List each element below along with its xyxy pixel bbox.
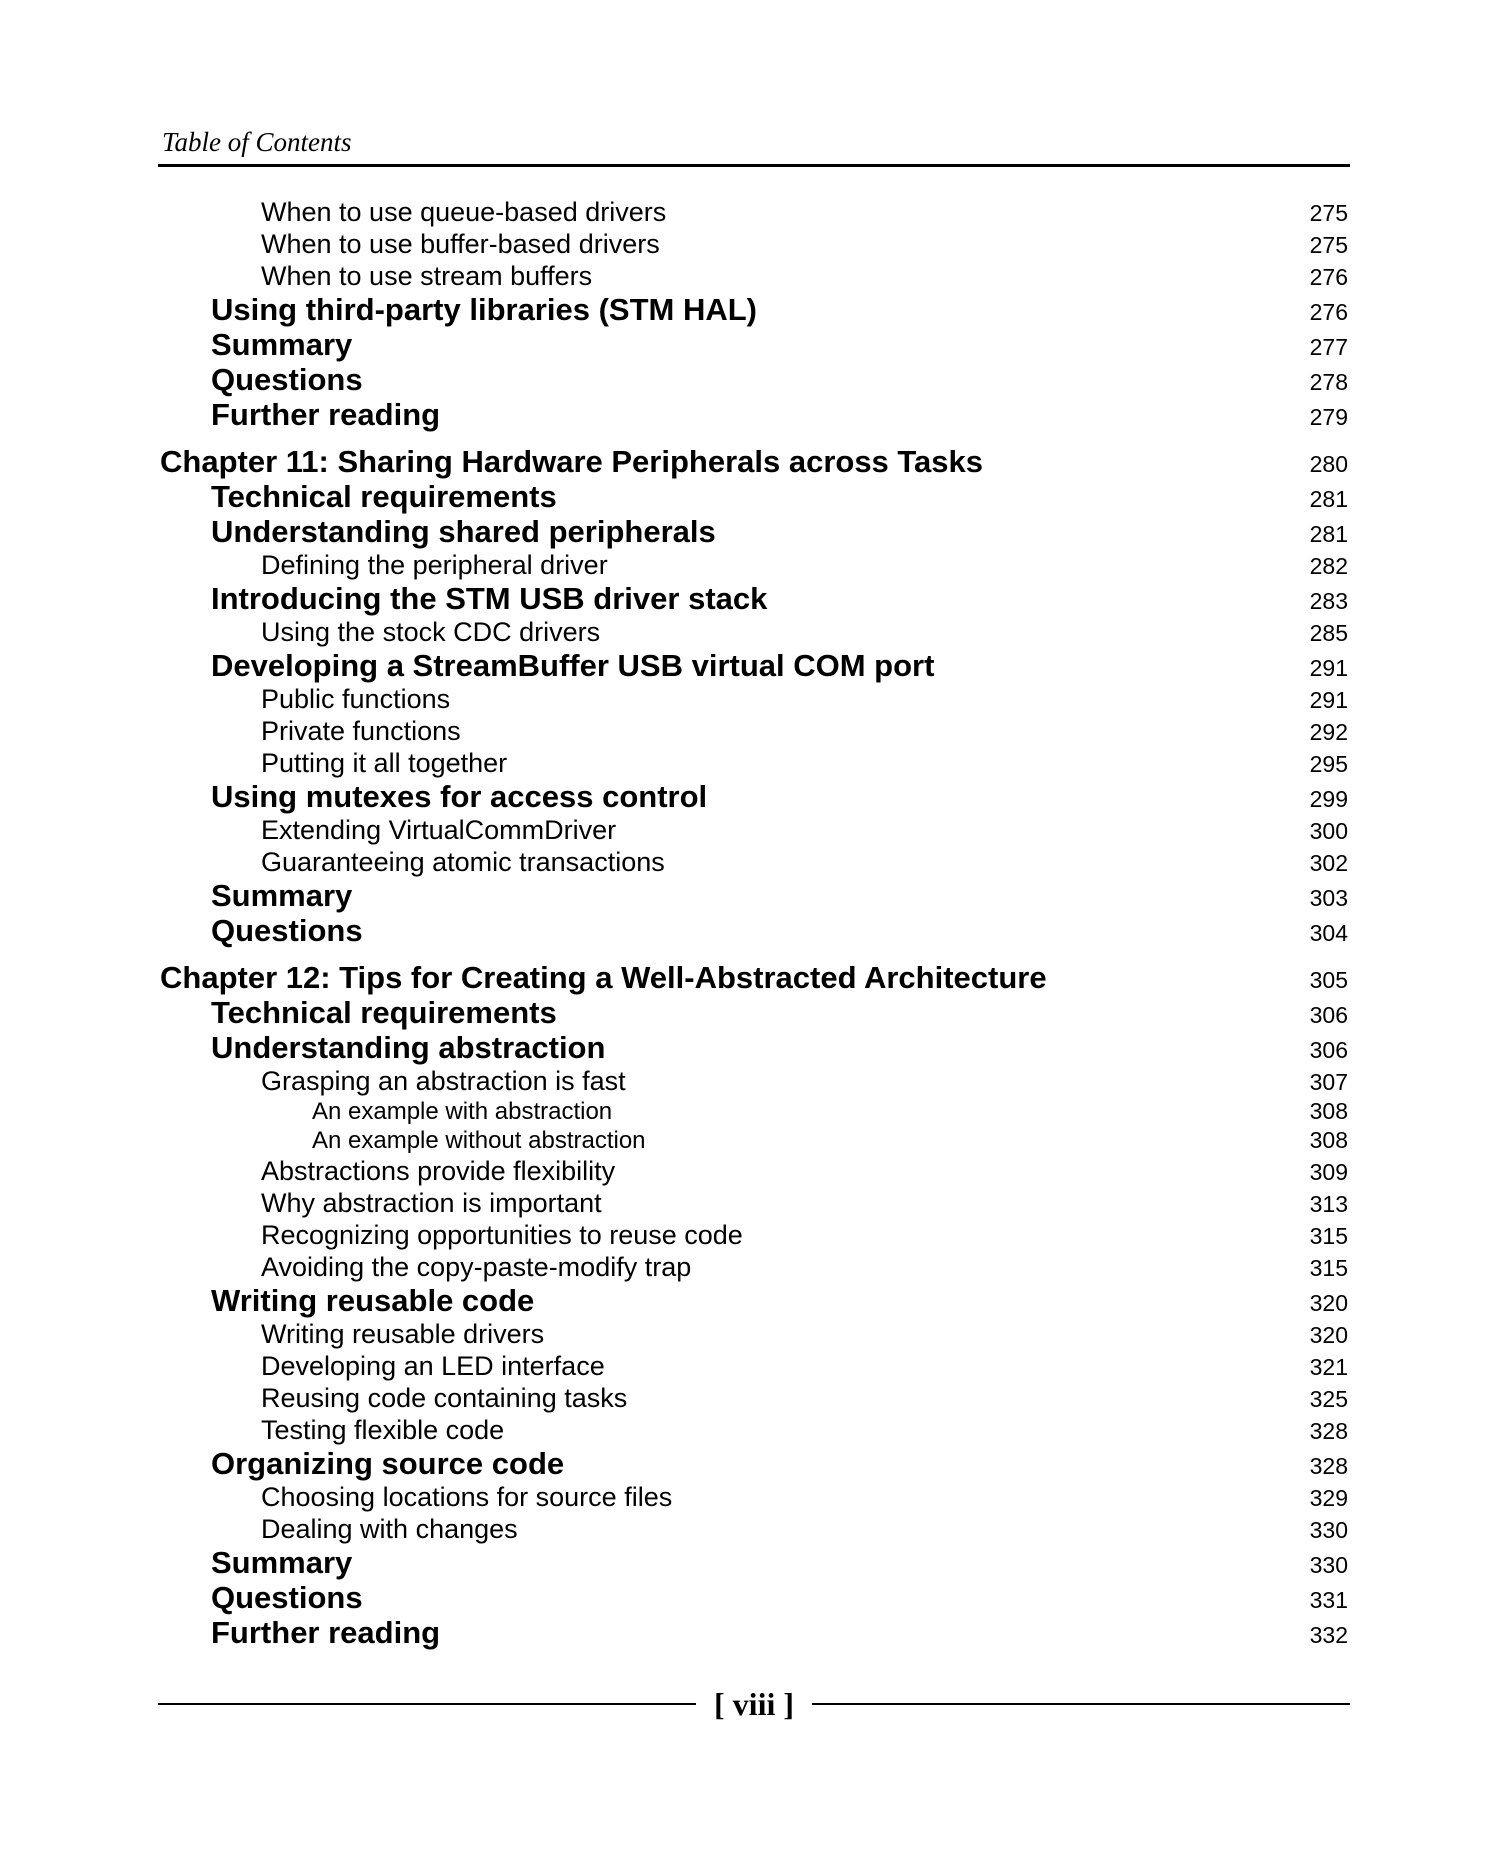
toc-entry-page: 295 — [1309, 751, 1348, 777]
toc-entry-page: 275 — [1309, 232, 1348, 258]
footer-rule-right — [812, 1703, 1350, 1705]
toc-entry[interactable] — [160, 1065, 1348, 1097]
footer-rule-left — [158, 1703, 696, 1705]
toc-entry-page: 300 — [1309, 818, 1348, 844]
toc-entry[interactable] — [160, 362, 1348, 397]
toc-entry[interactable] — [160, 1481, 1348, 1513]
toc-entry[interactable] — [160, 779, 1348, 814]
toc-entry[interactable] — [160, 1545, 1348, 1580]
toc-entry[interactable] — [160, 260, 1348, 292]
toc-entry-title: Avoiding the copy-paste-modify trap — [261, 1252, 692, 1282]
toc-entry-page: 329 — [1309, 1485, 1348, 1511]
toc-entry-title: Summary — [211, 327, 353, 362]
toc-entry-page: 305 — [1309, 967, 1348, 993]
toc-entry-title: Guaranteeing atomic transactions — [261, 847, 665, 877]
toc-entry-title: Writing reusable code — [211, 1283, 535, 1318]
toc-chapter-entry[interactable] — [160, 444, 1348, 479]
toc-entry[interactable] — [160, 1446, 1348, 1481]
toc-entry[interactable] — [160, 327, 1348, 362]
toc-entry-title: Testing flexible code — [261, 1415, 505, 1445]
toc-entry[interactable] — [160, 1187, 1348, 1219]
toc-entry-page: 282 — [1309, 553, 1348, 579]
toc-entry-page: 306 — [1309, 1002, 1348, 1028]
toc-entry[interactable] — [160, 479, 1348, 514]
toc-entry-page: 291 — [1309, 655, 1348, 681]
toc-entry-title: Understanding abstraction — [211, 1030, 606, 1065]
toc-entry-title: Chapter 12: Tips for Creating a Well-Abstracted Architecture — [160, 960, 1047, 995]
toc-entry[interactable] — [160, 1126, 1348, 1155]
toc-entry-page: 320 — [1309, 1290, 1348, 1316]
toc-entry-title: Summary — [211, 1545, 353, 1580]
toc-entry-page: 278 — [1309, 369, 1348, 395]
toc-entry-page: 277 — [1309, 334, 1348, 360]
toc-entry-page: 276 — [1309, 264, 1348, 290]
toc-entry[interactable] — [160, 549, 1348, 581]
toc-entry-page: 299 — [1309, 786, 1348, 812]
toc-entry-page: 292 — [1309, 719, 1348, 745]
toc-entry[interactable] — [160, 1615, 1348, 1650]
page-number: [ viii ] — [714, 1686, 794, 1722]
toc-entry-page: 303 — [1309, 885, 1348, 911]
toc-entry-page: 309 — [1309, 1159, 1348, 1185]
toc-entry-title: Using the stock CDC drivers — [261, 617, 601, 647]
toc-entry[interactable] — [160, 1219, 1348, 1251]
toc-entry[interactable] — [160, 1030, 1348, 1065]
toc-entry-page: 330 — [1309, 1517, 1348, 1543]
toc-entry-page: 285 — [1309, 620, 1348, 646]
toc-entry-page: 283 — [1309, 588, 1348, 614]
toc-entry[interactable] — [160, 913, 1348, 948]
toc-entry-title: Technical requirements — [211, 479, 557, 514]
toc-entry[interactable] — [160, 1513, 1348, 1545]
toc-entry-title: Extending VirtualCommDriver — [261, 815, 617, 845]
toc-entry-title: Private functions — [261, 716, 461, 746]
toc-entry[interactable] — [160, 581, 1348, 616]
toc-entry-page: 281 — [1309, 521, 1348, 547]
toc-entry[interactable] — [160, 683, 1348, 715]
toc-entry-title: When to use stream buffers — [261, 261, 593, 291]
toc-entry-page: 332 — [1309, 1622, 1348, 1648]
toc-entry-title: Abstractions provide flexibility — [261, 1156, 616, 1186]
toc-entry-page: 307 — [1309, 1069, 1348, 1095]
toc-entry[interactable] — [160, 196, 1348, 228]
toc-entry-page: 280 — [1309, 451, 1348, 477]
toc-entry[interactable] — [160, 1155, 1348, 1187]
toc-entry-title: Public functions — [261, 684, 451, 714]
toc-entry[interactable] — [160, 1414, 1348, 1446]
toc-entry-title: Grasping an abstraction is fast — [261, 1066, 626, 1096]
toc-entry[interactable] — [160, 1580, 1348, 1615]
toc-entry[interactable] — [160, 1382, 1348, 1414]
running-header: Table of Contents — [162, 127, 352, 157]
toc-entry-title: Further reading — [211, 1615, 441, 1650]
toc-entry-title: Introducing the STM USB driver stack — [211, 581, 768, 616]
toc-entry[interactable] — [160, 878, 1348, 913]
toc-entry[interactable] — [160, 814, 1348, 846]
toc-entry[interactable] — [160, 1350, 1348, 1382]
toc-entry[interactable] — [160, 715, 1348, 747]
toc-entry-page: 304 — [1309, 920, 1348, 946]
toc-entry-page: 315 — [1309, 1255, 1348, 1281]
toc-chapter-entry[interactable] — [160, 960, 1348, 995]
toc-entry-title: Developing a StreamBuffer USB virtual COM port — [211, 648, 935, 683]
toc-entry-title: Choosing locations for source files — [261, 1482, 673, 1512]
toc-entry-page: 291 — [1309, 687, 1348, 713]
toc-entry[interactable] — [160, 1283, 1348, 1318]
toc-entry[interactable] — [160, 648, 1348, 683]
toc-entry-title: Questions — [211, 913, 363, 948]
toc-entry-page: 325 — [1309, 1386, 1348, 1412]
toc-entry-title: When to use queue-based drivers — [261, 197, 667, 227]
table-of-contents — [160, 196, 1348, 1650]
toc-entry[interactable] — [160, 616, 1348, 648]
toc-entry-title: Understanding shared peripherals — [211, 514, 716, 549]
toc-entry[interactable] — [160, 1318, 1348, 1350]
toc-entry-page: 328 — [1309, 1453, 1348, 1479]
toc-entry-title: Organizing source code — [211, 1446, 565, 1481]
toc-entry-title: Further reading — [211, 397, 441, 432]
toc-entry-page: 330 — [1309, 1552, 1348, 1578]
toc-entry-title: Technical requirements — [211, 995, 557, 1030]
toc-entry[interactable] — [160, 1251, 1348, 1283]
toc-entry-title: An example without abstraction — [312, 1127, 646, 1154]
toc-entry-page: 302 — [1309, 850, 1348, 876]
toc-entry-title: Why abstraction is important — [261, 1188, 602, 1218]
toc-entry-page: 275 — [1309, 200, 1348, 226]
toc-entry-page: 308 — [1309, 1098, 1348, 1124]
header-rule — [158, 164, 1350, 167]
toc-entry[interactable] — [160, 846, 1348, 878]
toc-entry[interactable] — [160, 292, 1348, 327]
toc-entry-title: Reusing code containing tasks — [261, 1383, 628, 1413]
toc-entry-title: Questions — [211, 1580, 363, 1615]
toc-entry-page: 320 — [1309, 1322, 1348, 1348]
toc-entry-page: 328 — [1309, 1418, 1348, 1444]
toc-entry-page: 321 — [1309, 1354, 1348, 1380]
toc-entry-title: An example with abstraction — [312, 1098, 613, 1125]
toc-entry-title: Using third-party libraries (STM HAL) — [211, 292, 757, 327]
toc-entry-title: Defining the peripheral driver — [261, 550, 608, 580]
toc-entry-title: Summary — [211, 878, 353, 913]
toc-entry-page: 281 — [1309, 486, 1348, 512]
toc-entry[interactable] — [160, 995, 1348, 1030]
toc-entry[interactable] — [160, 514, 1348, 549]
page-footer — [158, 1684, 1350, 1724]
toc-entry-page: 279 — [1309, 404, 1348, 430]
toc-entry-title: Writing reusable drivers — [261, 1319, 545, 1349]
toc-entry-title: Chapter 11: Sharing Hardware Peripherals across Tasks — [160, 444, 984, 479]
toc-entry[interactable] — [160, 228, 1348, 260]
toc-entry[interactable] — [160, 397, 1348, 432]
toc-entry[interactable] — [160, 747, 1348, 779]
toc-entry-page: 306 — [1309, 1037, 1348, 1063]
toc-entry-title: When to use buffer-based drivers — [261, 229, 660, 259]
toc-entry-page: 308 — [1309, 1127, 1348, 1153]
toc-entry-title: Using mutexes for access control — [211, 779, 708, 814]
toc-entry[interactable] — [160, 1097, 1348, 1126]
toc-entry-title: Dealing with changes — [261, 1514, 518, 1544]
toc-entry-page: 331 — [1309, 1587, 1348, 1613]
toc-entry-title: Developing an LED interface — [261, 1351, 605, 1381]
toc-entry-page: 313 — [1309, 1191, 1348, 1217]
toc-entry-page: 276 — [1309, 299, 1348, 325]
toc-entry-title: Putting it all together — [261, 748, 508, 778]
toc-entry-title: Recognizing opportunities to reuse code — [261, 1220, 743, 1250]
toc-entry-title: Questions — [211, 362, 363, 397]
toc-entry-page: 315 — [1309, 1223, 1348, 1249]
